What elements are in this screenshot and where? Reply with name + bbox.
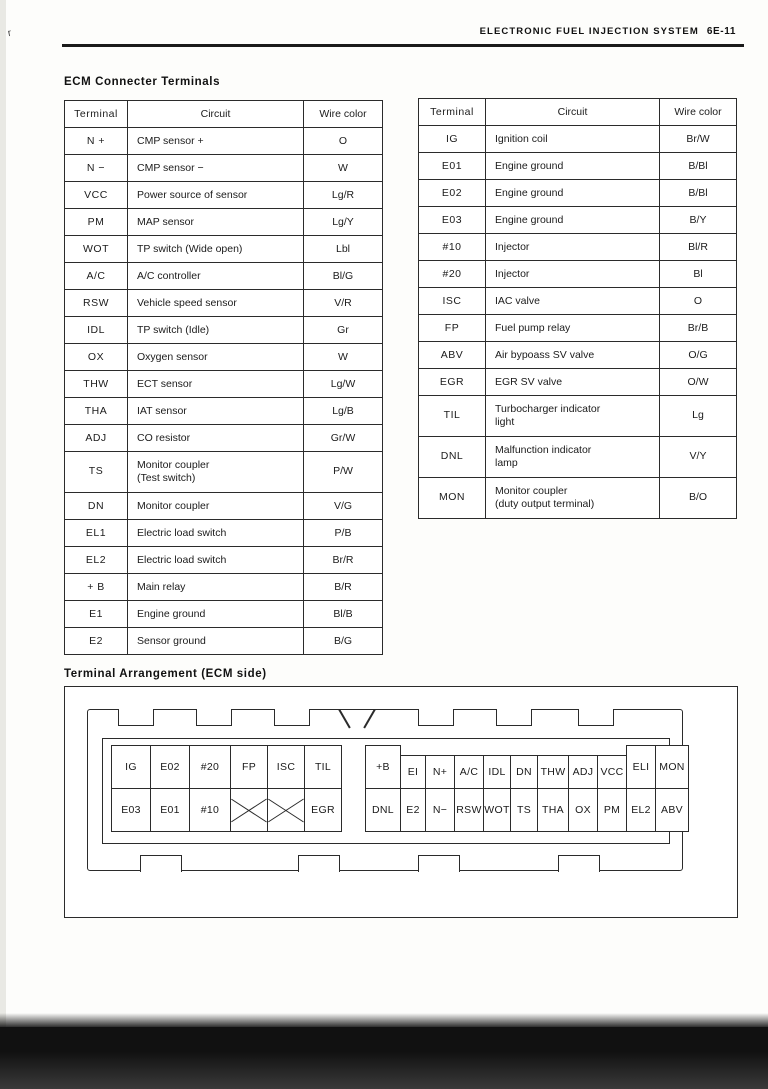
cell-terminal: EL2	[65, 547, 128, 574]
cell-circuit: Engine ground	[486, 153, 660, 180]
cell-circuit: Injector	[486, 261, 660, 288]
connector-pin-area	[102, 738, 685, 844]
cell-wire: B/Y	[660, 207, 737, 234]
table-row	[65, 493, 383, 520]
cell-circuit: CO resistor	[128, 425, 304, 452]
pin-cell: TS	[510, 788, 538, 832]
connector-notch-bottom-1	[140, 855, 182, 872]
connector-center-vee	[334, 709, 380, 731]
connector-notch-top-6	[578, 709, 614, 726]
cell-circuit: CMP sensor −	[128, 155, 304, 182]
pin-cell: WOT	[483, 788, 511, 832]
pin-cell: EI	[400, 755, 426, 789]
connector-notch-bottom-3	[418, 855, 460, 872]
cell-terminal: + B	[65, 574, 128, 601]
table-row	[65, 520, 383, 547]
cell-wire: Gr/W	[304, 425, 383, 452]
cell-terminal: IG	[419, 126, 486, 153]
page-left-edge	[0, 0, 6, 1089]
cell-circuit: Oxygen sensor	[128, 344, 304, 371]
pin-cell: MON	[655, 745, 689, 789]
cell-wire: Lbl	[304, 236, 383, 263]
cell-circuit-line2: light	[495, 416, 515, 428]
table-row	[419, 261, 737, 288]
pin-row-right-bottom	[365, 788, 688, 831]
pin-cell: EGR	[304, 788, 342, 832]
cell-circuit: TP switch (Idle)	[128, 317, 304, 344]
ecm-terminals-table-left	[64, 100, 383, 655]
table-row	[419, 234, 737, 261]
cell-wire: W	[304, 344, 383, 371]
col-wire-color: Wire color	[660, 99, 737, 126]
table-row	[419, 288, 737, 315]
cell-circuit: Electric load switch	[128, 547, 304, 574]
pin-cell: A/C	[454, 755, 484, 789]
cell-wire: Bl	[660, 261, 737, 288]
connector-notch-top-3	[274, 709, 310, 726]
connector-outline	[87, 709, 683, 871]
table-row	[65, 547, 383, 574]
cell-terminal: DNL	[419, 437, 486, 478]
table-row	[65, 574, 383, 601]
table-header-row	[65, 101, 383, 128]
cell-circuit-line2: (duty output terminal)	[495, 498, 595, 510]
pin-cell: N+	[425, 755, 455, 789]
connector-notch-top-1	[118, 709, 154, 726]
cell-circuit: MAP sensor	[128, 209, 304, 236]
cell-wire: P/W	[304, 452, 383, 493]
page-bottom-shadow	[0, 1027, 768, 1089]
cell-circuit-line1: Monitor coupler	[495, 484, 568, 497]
cell-wire: Bl/G	[304, 263, 383, 290]
cell-circuit: TP switch (Wide open)	[128, 236, 304, 263]
table-row	[65, 344, 383, 371]
cell-terminal: THA	[65, 398, 128, 425]
cell-wire: Br/W	[660, 126, 737, 153]
cell-wire: B/Bl	[660, 180, 737, 207]
pin-cell: N−	[425, 788, 455, 832]
header-rule	[62, 44, 744, 47]
table-row	[419, 126, 737, 153]
table-row	[419, 437, 737, 478]
ecm-terminals-table-right	[418, 98, 737, 519]
cell-circuit: IAC valve	[486, 288, 660, 315]
table-row	[65, 452, 383, 493]
pin-cell: ISC	[267, 745, 305, 789]
cell-circuit-line1: Monitor coupler	[137, 458, 210, 471]
pin-cell: E03	[111, 788, 151, 832]
table-row	[65, 128, 383, 155]
cell-circuit: Engine ground	[486, 180, 660, 207]
pin-cell: #10	[189, 788, 231, 832]
cell-terminal: VCC	[65, 182, 128, 209]
connector-notch-top-2	[196, 709, 232, 726]
cell-wire: Lg/R	[304, 182, 383, 209]
table-row	[419, 342, 737, 369]
col-circuit: Circuit	[128, 101, 304, 128]
pin-cell: ELI	[626, 745, 656, 789]
table-row	[419, 180, 737, 207]
pin-cell-unused	[267, 788, 305, 832]
cell-terminal: TIL	[419, 396, 486, 437]
cell-wire: Br/B	[660, 315, 737, 342]
table-row	[419, 315, 737, 342]
pin-cell: RSW	[454, 788, 484, 832]
table-row	[419, 153, 737, 180]
col-circuit: Circuit	[486, 99, 660, 126]
cell-wire: B/R	[304, 574, 383, 601]
pin-row-left-top	[111, 745, 341, 788]
pin-cell: THA	[537, 788, 569, 832]
cell-wire: W	[304, 155, 383, 182]
header-title-group	[480, 26, 736, 37]
table-row	[419, 478, 737, 519]
cell-circuit	[128, 452, 304, 493]
cell-terminal: PM	[65, 209, 128, 236]
cell-terminal: E01	[419, 153, 486, 180]
pin-cell: E02	[150, 745, 190, 789]
cell-terminal: E02	[419, 180, 486, 207]
pin-cell: EL2	[626, 788, 656, 832]
cell-terminal: DN	[65, 493, 128, 520]
table-row	[65, 263, 383, 290]
table-row	[65, 371, 383, 398]
cell-terminal: N −	[65, 155, 128, 182]
connector-notch-bottom-4	[558, 855, 600, 872]
cell-circuit: IAT sensor	[128, 398, 304, 425]
pin-cell-unused	[230, 788, 268, 832]
cell-wire: P/B	[304, 520, 383, 547]
cell-circuit: Sensor ground	[128, 628, 304, 655]
corner-mark: r	[6, 27, 13, 40]
cell-terminal: EGR	[419, 369, 486, 396]
cell-terminal: EL1	[65, 520, 128, 547]
table-row	[65, 398, 383, 425]
header-page-number: 6E-11	[706, 26, 736, 37]
table-row	[65, 425, 383, 452]
cell-wire: Br/R	[304, 547, 383, 574]
cell-wire: O/G	[660, 342, 737, 369]
cell-circuit: CMP sensor +	[128, 128, 304, 155]
cell-wire: O	[304, 128, 383, 155]
cell-terminal: THW	[65, 371, 128, 398]
cell-terminal: ADJ	[65, 425, 128, 452]
pin-cell: #20	[189, 745, 231, 789]
pin-cell: E01	[150, 788, 190, 832]
table-row	[65, 601, 383, 628]
cell-circuit: Engine ground	[128, 601, 304, 628]
pin-cell: OX	[568, 788, 598, 832]
cell-circuit: EGR SV valve	[486, 369, 660, 396]
table-row	[65, 155, 383, 182]
cell-terminal: N +	[65, 128, 128, 155]
cell-wire: Gr	[304, 317, 383, 344]
table-row	[65, 628, 383, 655]
table-row	[419, 207, 737, 234]
cell-circuit-line2: lamp	[495, 457, 518, 469]
cell-terminal: IDL	[65, 317, 128, 344]
pin-cell: FP	[230, 745, 268, 789]
pin-cell: E2	[400, 788, 426, 832]
cell-circuit: Electric load switch	[128, 520, 304, 547]
cell-terminal: TS	[65, 452, 128, 493]
cell-terminal: ISC	[419, 288, 486, 315]
cell-circuit-line1: Turbocharger indicator	[495, 402, 601, 415]
pin-cell: IDL	[483, 755, 511, 789]
cell-terminal: RSW	[65, 290, 128, 317]
table-row	[65, 236, 383, 263]
pin-cell: VCC	[597, 755, 627, 789]
cell-circuit: Main relay	[128, 574, 304, 601]
cell-circuit: Injector	[486, 234, 660, 261]
cell-circuit-line2: (Test switch)	[137, 472, 196, 484]
cell-wire: V/Y	[660, 437, 737, 478]
cell-terminal: #10	[419, 234, 486, 261]
cell-circuit: Ignition coil	[486, 126, 660, 153]
table-header-row	[419, 99, 737, 126]
cell-terminal: FP	[419, 315, 486, 342]
cell-circuit: Monitor coupler	[128, 493, 304, 520]
pin-cell: DN	[510, 755, 538, 789]
cell-terminal: #20	[419, 261, 486, 288]
cell-wire: V/G	[304, 493, 383, 520]
table-row	[65, 290, 383, 317]
cell-terminal: MON	[419, 478, 486, 519]
cell-wire: Lg/Y	[304, 209, 383, 236]
cell-wire: V/R	[304, 290, 383, 317]
table-row	[419, 369, 737, 396]
cell-terminal: E2	[65, 628, 128, 655]
pin-cell: PM	[597, 788, 627, 832]
cell-wire: Lg/W	[304, 371, 383, 398]
pin-block-left	[111, 745, 341, 831]
cell-circuit	[486, 437, 660, 478]
pin-cell: ABV	[655, 788, 689, 832]
cell-circuit: Fuel pump relay	[486, 315, 660, 342]
cell-wire: O/W	[660, 369, 737, 396]
cell-wire: B/G	[304, 628, 383, 655]
cell-circuit: ECT sensor	[128, 371, 304, 398]
connector-notch-top-5	[496, 709, 532, 726]
cell-terminal: OX	[65, 344, 128, 371]
header-title: ELECTRONIC FUEL INJECTION SYSTEM	[479, 26, 699, 37]
cell-circuit	[486, 396, 660, 437]
pin-cell: DNL	[365, 788, 401, 832]
cell-wire: Bl/R	[660, 234, 737, 261]
cell-terminal: ABV	[419, 342, 486, 369]
pin-cell: ADJ	[568, 755, 598, 789]
table-row	[65, 317, 383, 344]
cell-wire: Lg	[660, 396, 737, 437]
table-row	[65, 182, 383, 209]
col-terminal: Terminal	[419, 99, 486, 126]
pin-row-right-top	[365, 745, 688, 788]
pin-cell: +B	[365, 745, 401, 789]
ecm-terminals-title: ECM Connecter Terminals	[64, 76, 221, 88]
terminal-arrangement-box	[64, 686, 738, 918]
cell-terminal: E1	[65, 601, 128, 628]
cell-circuit: Vehicle speed sensor	[128, 290, 304, 317]
cell-wire: O	[660, 288, 737, 315]
connector-notch-bottom-2	[298, 855, 340, 872]
col-terminal: Terminal	[65, 101, 128, 128]
cell-wire: Bl/B	[304, 601, 383, 628]
table-row	[65, 209, 383, 236]
col-wire-color: Wire color	[304, 101, 383, 128]
cell-circuit: A/C controller	[128, 263, 304, 290]
cell-circuit: Power source of sensor	[128, 182, 304, 209]
terminal-arrangement-title: Terminal Arrangement (ECM side)	[64, 668, 267, 680]
cell-circuit-line1: Malfunction indicator	[495, 443, 592, 456]
cell-wire: B/Bl	[660, 153, 737, 180]
cell-wire: Lg/B	[304, 398, 383, 425]
pin-cell: TIL	[304, 745, 342, 789]
pin-row-left-bottom	[111, 788, 341, 831]
cell-terminal: WOT	[65, 236, 128, 263]
connector-notch-top-4	[418, 709, 454, 726]
pin-cell: THW	[537, 755, 569, 789]
cell-circuit: Engine ground	[486, 207, 660, 234]
table-row	[419, 396, 737, 437]
cell-wire: B/O	[660, 478, 737, 519]
cell-terminal: E03	[419, 207, 486, 234]
cell-circuit: Air bypoass SV valve	[486, 342, 660, 369]
pin-cell: IG	[111, 745, 151, 789]
page-header	[62, 26, 744, 48]
cell-circuit	[486, 478, 660, 519]
pin-block-right	[365, 745, 688, 831]
cell-terminal: A/C	[65, 263, 128, 290]
